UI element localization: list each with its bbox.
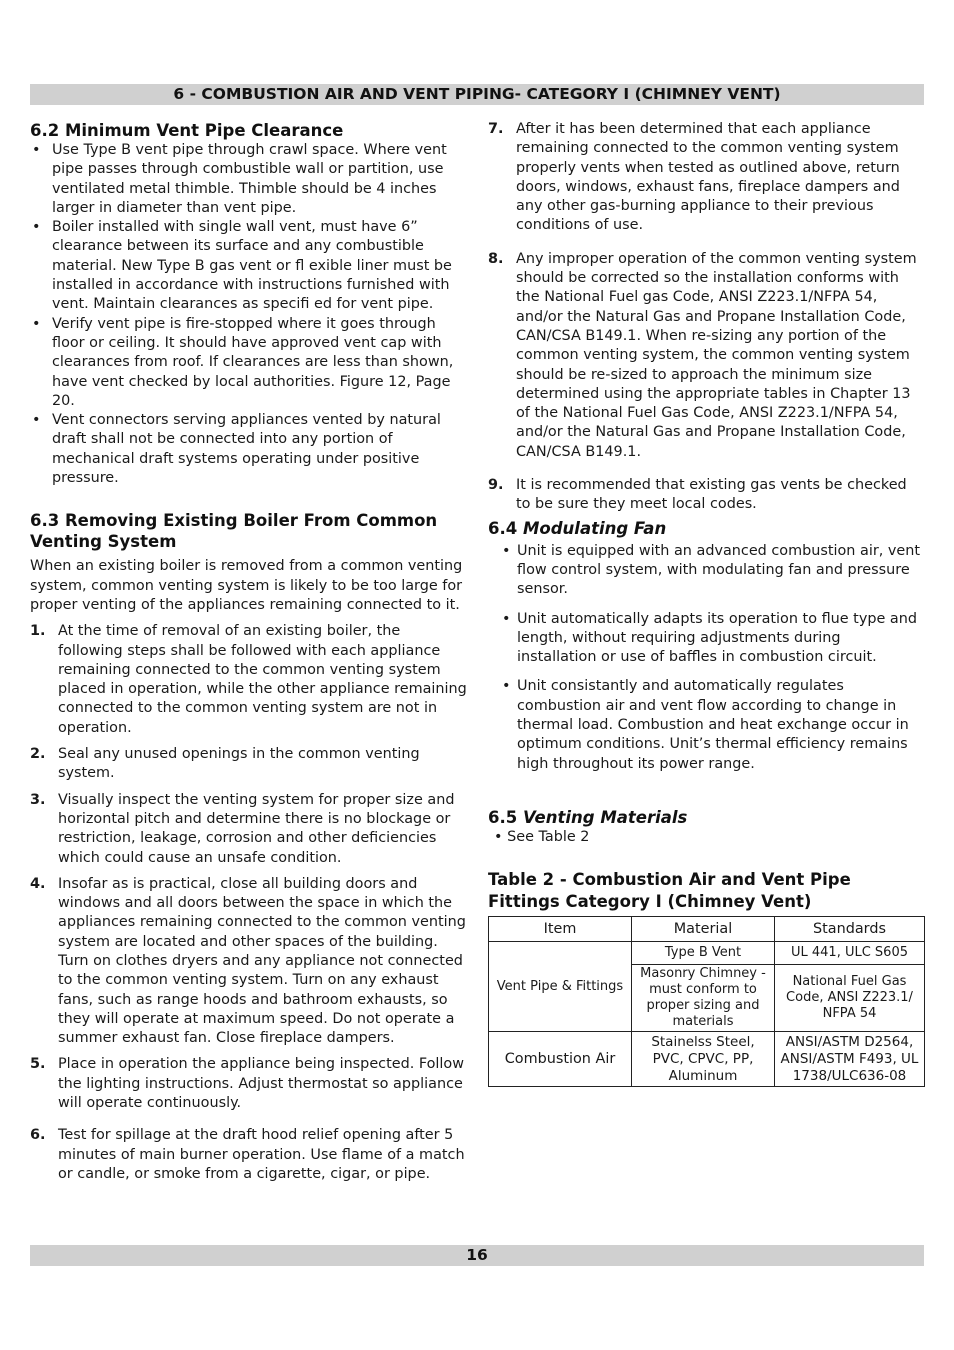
step-number: 4. [30, 875, 46, 892]
list-item-text: See Table 2 [507, 828, 590, 845]
list-item: • Boiler installed with single wall vent, must have 6” clearance between its surface and any combustible material. New Type B gas vent or fl exible liner must be installed in accordance with instructions furnished with vent. Maintain clearances as specifi ed for vent pipe. [30, 218, 468, 314]
step-1 [30, 622, 468, 738]
table-header-cell: Material [632, 917, 775, 942]
heading-6-5-number: 6.5 [488, 807, 518, 827]
left-column [30, 120, 468, 1184]
table-cell: Type B Vent [632, 942, 775, 965]
step-text: Insofar as is practical, close all building doors and windows and all doors between the space in which the appliances remaining connected to the common venting system are located and other spaces of the building. Turn on clothes dryers and any appliance not connected to the common venting system. Turn on any exhaust fans, such as range hoods and bathroom exhausts, so they will operate at maximum speed. Do not operate a summer exhaust fan. Close fireplace dampers. [58, 875, 466, 1047]
step-text: At the time of removal of an existing boiler, the following steps shall be followed with each appliance remaining connected to the common venting system placed in operation, while the other appliance remaining connected to the common venting system are not in operation. [58, 623, 467, 736]
step-text: It is recommended that existing gas vents be checked to be sure they meet local codes. [516, 477, 907, 513]
page-number: 16 [466, 1246, 488, 1264]
table-header-cell: Item [489, 917, 632, 942]
step-number: 5. [30, 1056, 46, 1073]
table-row [489, 942, 925, 965]
step-7 [488, 120, 924, 236]
table-row [489, 1032, 925, 1087]
table-cell: ANSI/ASTM D2564, ANSI/ASTM F493, UL 1738/ULC636-08 [775, 1032, 925, 1087]
step-number: 9. [488, 477, 504, 494]
table-cell: Combustion Air [489, 1032, 632, 1087]
list-item: • Unit automatically adapts its operation to flue type and length, without requiring adjustments during installation or use of baffles in combustion circuit. [502, 610, 917, 666]
list-item: • Verify vent pipe is fire-stopped where it goes through floor or ceiling. It should have approved vent cap with clearances from roof. If clearances are less than shown, have vent checked by local authorities. Figure 12, Page 20. [30, 315, 468, 411]
list-item: • Use Type B vent pipe through crawl space. Where vent pipe passes through combustible wall or partition, use ventilated metal thimble. Thimble should be 4 inches larger in diameter than vent pipe. [30, 141, 468, 218]
table-cell: Vent Pipe & Fittings [489, 942, 632, 1032]
list-item: • Vent connectors serving appliances vented by natural draft shall not be connected into any portion of mechanical draft systems operating under positive pressure. [30, 411, 468, 488]
spec-table [488, 916, 925, 1087]
section-header-title: 6 - COMBUSTION AIR AND VENT PIPING- CATEGORY I (CHIMNEY VENT) [173, 85, 781, 103]
step-text: Place in operation the appliance being inspected. Follow the lighting instructions. Adjust thermostat so appliance will operate continuously. [58, 1056, 465, 1112]
step-number: 1. [30, 623, 46, 640]
step-6 [30, 1126, 468, 1184]
step-8 [488, 250, 924, 462]
heading-6-4-number: 6.4 [488, 518, 518, 538]
section-header-bar [30, 84, 924, 105]
step-5 [30, 1055, 468, 1113]
intro-paragraph: When an existing boiler is removed from a common venting system, common venting system is likely to be too large for proper venting of the appliances remaining connected to it. [30, 558, 463, 613]
step-text: Any improper operation of the common venting system should be corrected so the installation conforms with the National Fuel gas Code, ANSI Z223.1/NFPA 54, and/or the Natural Gas and Propane Installation Code, CAN/CSA B149.1. When re-sizing any portion of the common venting system, the common venting system should be re-sized to approach the minimum size determined using the appropriate tables in Chapter 13 of the National Fuel Gas Code, ANSI Z223.1/NFPA 54, and/or the Natural Gas and Propane Installation Code, CAN/CSA B149.1. [516, 250, 917, 460]
heading-6-4 [488, 518, 924, 539]
list-item-text: Unit automatically adapts its operation to flue type and length, without requiring adjustments during installation or use of baffles in combustion circuit. [517, 610, 917, 666]
step-4 [30, 875, 468, 1049]
step-number: 8. [488, 250, 504, 267]
step-text: After it has been determined that each appliance remaining connected to the common venting system properly vents when tested as outlined above, return doors, windows, exhaust fans, fireplace dampers and any other gas-burning appliance to their previous conditions of use. [516, 121, 900, 234]
heading-6-4-title: Modulating Fan [522, 518, 667, 538]
step-2 [30, 745, 468, 784]
step-number: 3. [30, 791, 46, 808]
heading-6-5 [488, 807, 924, 828]
clearance-list [30, 141, 468, 488]
right-column [488, 120, 924, 1087]
step-text: Test for spillage at the draft hood relief opening after 5 minutes of main burner operation. Use flame of a match or candle, or smoke from a cigarette, cigar, or pipe. [58, 1127, 465, 1182]
list-item: • See Table 2 [494, 828, 590, 845]
list-item: • Unit is equipped with an advanced combustion air, vent flow control system, with modulating fan and pressure sensor. [502, 542, 921, 598]
page-footer-bar [30, 1245, 924, 1266]
table-cell: Masonry Chimney - must conform to proper sizing and materials [632, 965, 775, 1032]
list-item: • Unit consistantly and automatically regulates combustion air and vent flow according to change in thermal load. Combustion and heat exchange occur in optimum conditions. Unit’s thermal efficiency remains high throughout its power range. [502, 678, 909, 772]
heading-6-2: 6.2 Minimum Vent Pipe Clearance [30, 121, 344, 140]
list-item-text: Unit consistantly and automatically regulates combustion air and vent flow according to change in thermal load. Combustion and heat exchange occur in optimum conditions. Unit’s thermal efficiency remains high throughout its power range. [517, 678, 909, 772]
table-caption: Table 2 - Combustion Air and Vent Pipe Fittings Category I (Chimney Vent) [488, 870, 851, 912]
table-cell: National Fuel Gas Code, ANSI Z223.1/ NFPA 54 [775, 965, 925, 1032]
step-3 [30, 791, 468, 868]
heading-6-3: 6.3 Removing Existing Boiler From Common Venting System [30, 511, 438, 552]
step-number: 7. [488, 121, 504, 137]
list-item-text: Unit is equipped with an advanced combustion air, vent flow control system, with modulating fan and pressure sensor. [517, 542, 921, 598]
table-header-cell: Standards [775, 917, 925, 942]
step-9 [488, 476, 924, 515]
step-number: 6. [30, 1127, 46, 1144]
heading-6-5-title: Venting Materials [522, 807, 688, 827]
table-cell: Stainelss Steel, PVC, CPVC, PP, Aluminum [632, 1032, 775, 1087]
step-number: 2. [30, 746, 46, 763]
step-text: Visually inspect the venting system for proper size and horizontal pitch and determine there is no blockage or restriction, leakage, corrosion and other deficiencies which could cause an unsafe condition. [58, 791, 455, 866]
table-cell: UL 441, ULC S605 [775, 942, 925, 965]
step-text: Seal any unused openings in the common venting system. [58, 746, 420, 782]
table-header-row [489, 917, 925, 942]
